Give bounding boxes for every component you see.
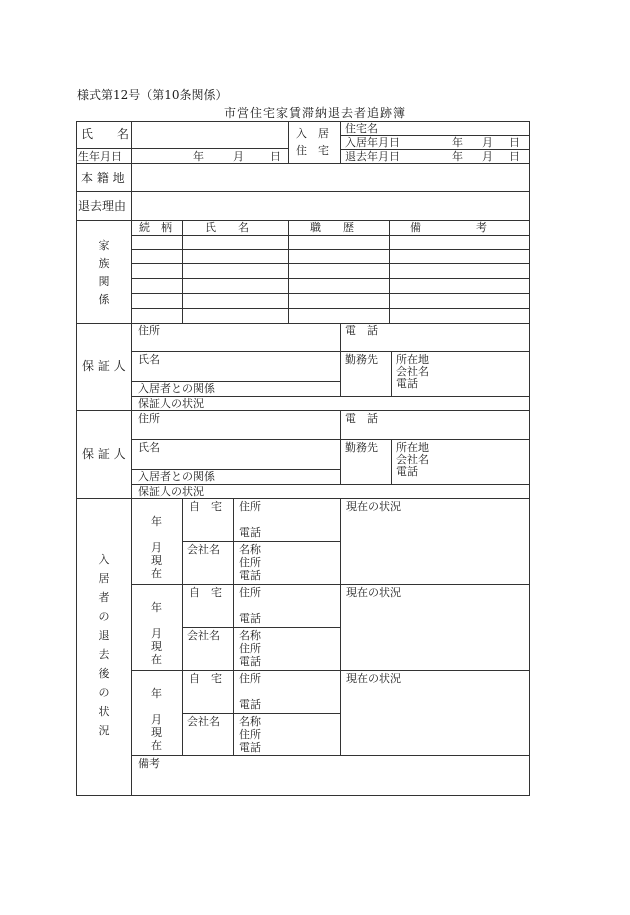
guarantor1-workplace-phone: 電話 bbox=[396, 377, 418, 390]
after-label-3: 者 bbox=[98, 591, 110, 604]
move-out-day-unit: 日 bbox=[509, 150, 520, 163]
family-label-3: 関 bbox=[98, 275, 110, 288]
guarantor2-label: 保 証 人 bbox=[82, 447, 126, 461]
housing-label-line2: 住 宅 bbox=[296, 144, 329, 157]
family-col-relationship: 続 柄 bbox=[139, 221, 172, 234]
document-title: 市営住宅家賃滞納退去者追跡簿 bbox=[223, 106, 406, 120]
after-label-1: 入 bbox=[98, 553, 110, 566]
status1-company-name: 名称 bbox=[239, 543, 261, 556]
status3-home-phone: 電話 bbox=[239, 698, 261, 711]
status3-company-label: 会社名 bbox=[187, 715, 220, 728]
status3-home-address: 住所 bbox=[239, 672, 261, 685]
status1-home-label: 自 宅 bbox=[189, 500, 222, 513]
guarantor1-label: 保 証 人 bbox=[82, 359, 126, 373]
housing-label-line1: 入 居 bbox=[296, 127, 329, 140]
status2-at: 在 bbox=[151, 653, 162, 666]
family-label-2: 族 bbox=[98, 257, 110, 270]
status2-company-phone: 電話 bbox=[239, 655, 261, 668]
guarantor2-name: 氏名 bbox=[138, 441, 160, 454]
guarantor2-status: 保証人の状況 bbox=[138, 485, 204, 498]
after-label-9: 状 bbox=[98, 705, 110, 718]
guarantor1-status: 保証人の状況 bbox=[138, 397, 204, 410]
status2-home-address: 住所 bbox=[239, 586, 261, 599]
guarantor2-workplace-phone: 電話 bbox=[396, 465, 418, 478]
status1-year: 年 bbox=[151, 515, 162, 528]
status3-company-name: 名称 bbox=[239, 715, 261, 728]
status3-home-label: 自 宅 bbox=[189, 672, 222, 685]
guarantor2-location: 所在地 bbox=[396, 441, 429, 454]
status3-at: 在 bbox=[151, 739, 162, 752]
family-col-name: 氏 名 bbox=[205, 221, 249, 234]
move-out-year-unit: 年 bbox=[452, 150, 463, 163]
guarantor1-location: 所在地 bbox=[396, 353, 429, 366]
form-number: 様式第12号（第10条関係） bbox=[77, 88, 228, 102]
status3-year: 年 bbox=[151, 687, 162, 700]
status2-month: 月 bbox=[151, 627, 162, 640]
remarks-label: 備考 bbox=[138, 757, 160, 770]
status1-current-status: 現在の状況 bbox=[346, 500, 401, 513]
birth-month-unit: 月 bbox=[233, 150, 244, 163]
status2-company-address: 住所 bbox=[239, 642, 261, 655]
status2-company-name: 名称 bbox=[239, 629, 261, 642]
status1-home-address: 住所 bbox=[239, 500, 261, 513]
status3-company-address: 住所 bbox=[239, 728, 261, 741]
after-label-5: 退 bbox=[98, 629, 110, 642]
after-label-10: 況 bbox=[98, 724, 110, 737]
status3-current: 現 bbox=[151, 726, 162, 739]
after-label-2: 居 bbox=[98, 572, 110, 585]
move-out-reason-label: 退去理由 bbox=[78, 199, 127, 213]
guarantor2-company-name: 会社名 bbox=[396, 453, 429, 466]
guarantor1-phone: 電 話 bbox=[345, 324, 378, 337]
after-label-6: 去 bbox=[98, 648, 110, 661]
birth-day-unit: 日 bbox=[270, 150, 281, 163]
status1-month: 月 bbox=[151, 541, 162, 554]
guarantor2-address: 住所 bbox=[138, 412, 160, 425]
move-in-date-label: 入居年月日 bbox=[345, 136, 400, 149]
guarantor1-workplace: 勤務先 bbox=[345, 353, 378, 366]
domicile-label: 本 籍 地 bbox=[81, 171, 125, 185]
move-in-month-unit: 月 bbox=[482, 136, 493, 149]
guarantor2-workplace: 勤務先 bbox=[345, 441, 378, 454]
move-in-year-unit: 年 bbox=[452, 136, 463, 149]
family-col-remarks: 備 考 bbox=[410, 221, 487, 234]
housing-name-label: 住宅名 bbox=[345, 122, 378, 135]
after-label-7: 後 bbox=[98, 667, 110, 680]
family-label-4: 係 bbox=[98, 293, 110, 306]
status1-company-address: 住所 bbox=[239, 556, 261, 569]
guarantor1-address: 住所 bbox=[138, 324, 160, 337]
status2-current: 現 bbox=[151, 640, 162, 653]
status1-at: 在 bbox=[151, 567, 162, 580]
status1-company-phone: 電話 bbox=[239, 569, 261, 582]
status3-company-phone: 電話 bbox=[239, 741, 261, 754]
status1-home-phone: 電話 bbox=[239, 526, 261, 539]
status2-home-phone: 電話 bbox=[239, 612, 261, 625]
status2-company-label: 会社名 bbox=[187, 629, 220, 642]
status3-current-status: 現在の状況 bbox=[346, 672, 401, 685]
move-out-month-unit: 月 bbox=[482, 150, 493, 163]
family-col-career: 職 歴 bbox=[310, 221, 354, 234]
guarantor1-company-name: 会社名 bbox=[396, 365, 429, 378]
move-out-date-label: 退去年月日 bbox=[345, 150, 400, 163]
status2-current-status: 現在の状況 bbox=[346, 586, 401, 599]
after-label-4: の bbox=[98, 610, 110, 623]
move-in-day-unit: 日 bbox=[509, 136, 520, 149]
status2-home-label: 自 宅 bbox=[189, 586, 222, 599]
guarantor1-name: 氏名 bbox=[138, 353, 160, 366]
family-label-1: 家 bbox=[98, 239, 110, 252]
status1-current: 現 bbox=[151, 554, 162, 567]
after-label-8: の bbox=[98, 686, 110, 699]
status2-year: 年 bbox=[151, 601, 162, 614]
guarantor2-phone: 電 話 bbox=[345, 412, 378, 425]
name-label: 氏 名 bbox=[81, 127, 130, 141]
guarantor1-relation: 入居者との関係 bbox=[138, 382, 215, 395]
birth-year-unit: 年 bbox=[193, 150, 204, 163]
status1-company-label: 会社名 bbox=[187, 543, 220, 556]
birthdate-label: 生年月日 bbox=[78, 150, 122, 163]
status3-month: 月 bbox=[151, 713, 162, 726]
guarantor2-relation: 入居者との関係 bbox=[138, 470, 215, 483]
